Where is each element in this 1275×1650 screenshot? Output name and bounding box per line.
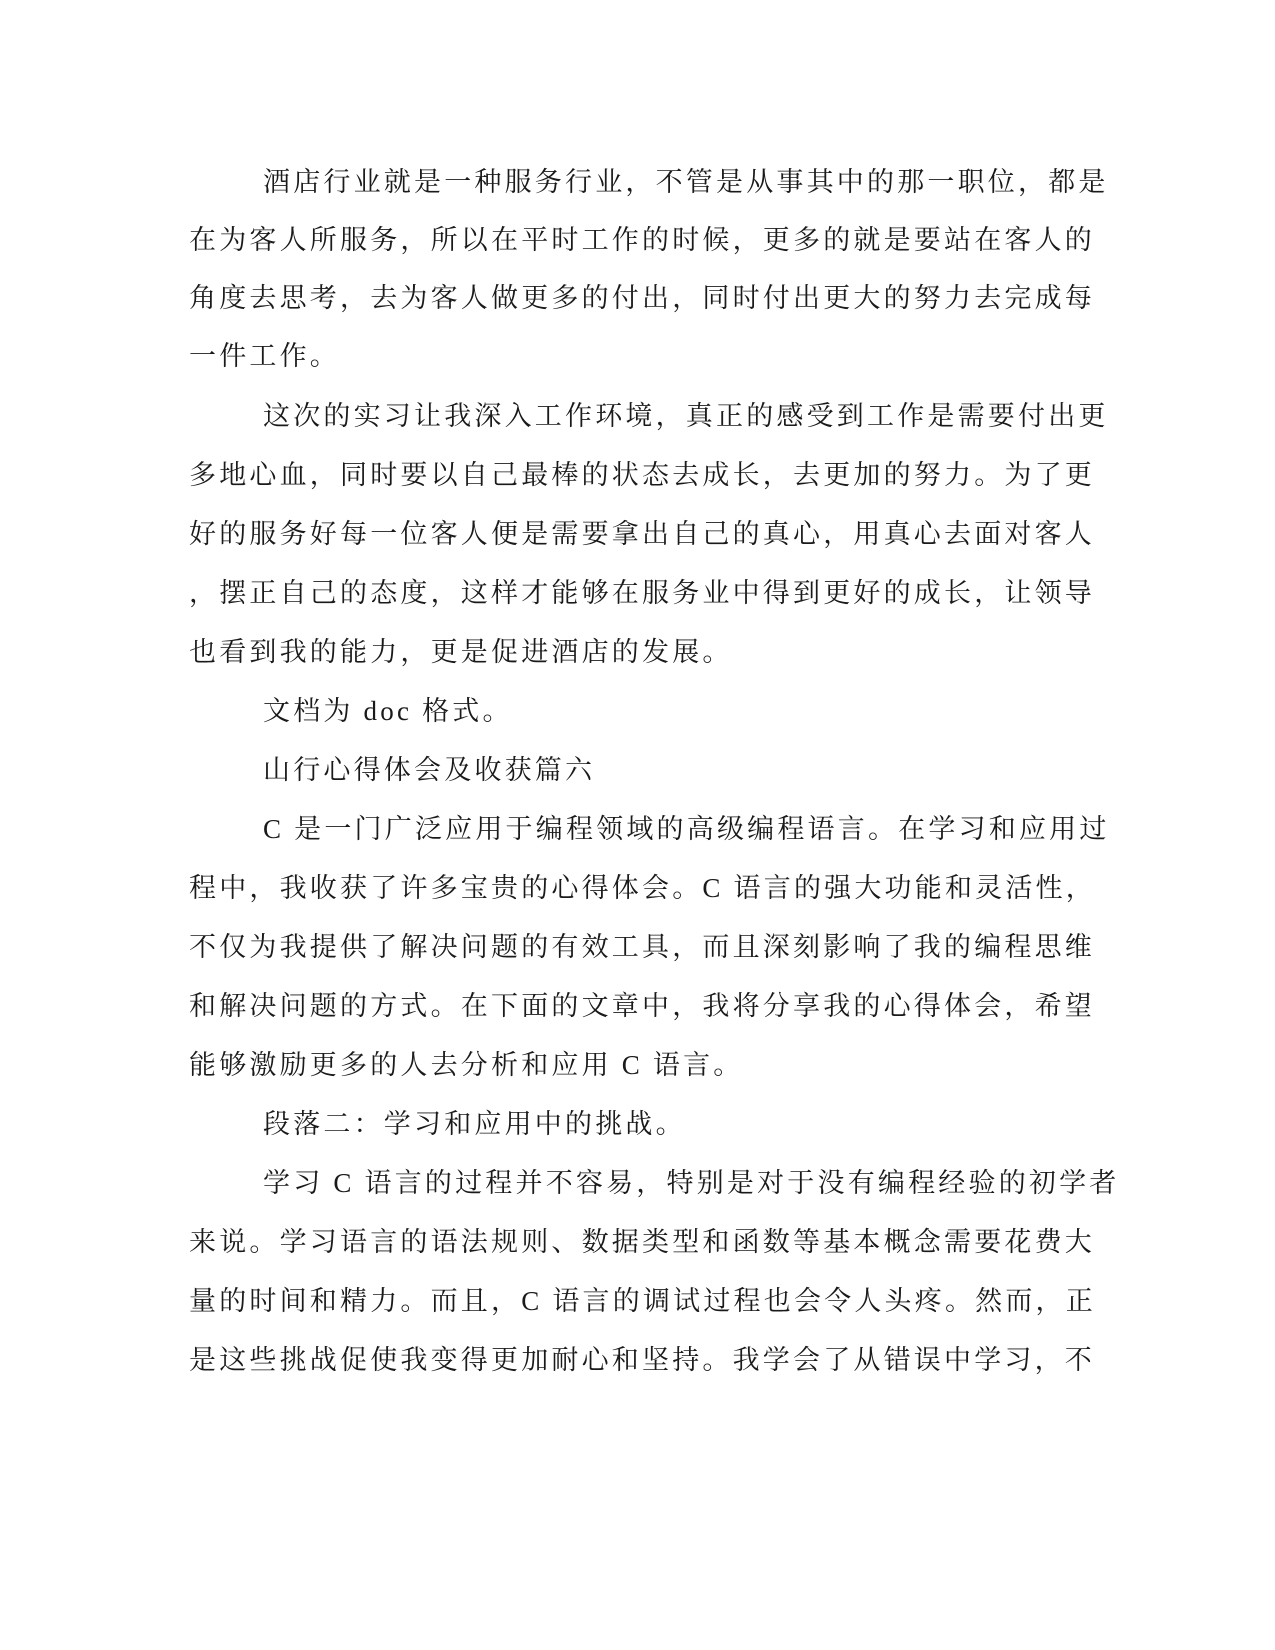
paragraph-line: 是这些挑战促使我变得更加耐心和坚持。我学会了从错误中学习，不: [189, 1345, 1095, 1375]
paragraph-line: 多地心血，同时要以自己最棒的状态去成长，去更加的努力。为了更: [189, 460, 1095, 490]
paragraph-line: 学习 C 语言的过程并不容易，特别是对于没有编程经验的初学者: [263, 1168, 1120, 1198]
paragraph-line: 好的服务好每一位客人便是需要拿出自己的真心，用真心去面对客人: [189, 519, 1095, 549]
paragraph-line: 在为客人所服务，所以在平时工作的时候，更多的就是要站在客人的: [189, 225, 1095, 255]
paragraph-line: 量的时间和精力。而且，C 语言的调试过程也会令人头疼。然而，正: [189, 1286, 1096, 1316]
paragraph-line: 一件工作。: [189, 341, 340, 371]
paragraph-line: 酒店行业就是一种服务行业，不管是从事其中的那一职位，都是: [263, 167, 1109, 197]
paragraph-line: 文档为 doc 格式。: [263, 696, 513, 726]
paragraph-line: 和解决问题的方式。在下面的文章中，我将分享我的心得体会，希望: [189, 991, 1095, 1021]
paragraph-line: 也看到我的能力，更是促进酒店的发展。: [189, 637, 733, 667]
paragraph-line: ，摆正自己的态度，这样才能够在服务业中得到更好的成长，让领导: [189, 578, 1095, 608]
paragraph-line: C 是一门广泛应用于编程领域的高级编程语言。在学习和应用过: [263, 814, 1110, 844]
paragraph-line: 不仅为我提供了解决问题的有效工具，而且深刻影响了我的编程思维: [189, 932, 1095, 962]
paragraph-line: 程中，我收获了许多宝贵的心得体会。C 语言的强大功能和灵活性，: [189, 873, 1096, 903]
paragraph-line: 角度去思考，去为客人做更多的付出，同时付出更大的努力去完成每: [189, 283, 1095, 313]
paragraph-line: 来说。学习语言的语法规则、数据类型和函数等基本概念需要花费大: [189, 1227, 1095, 1257]
paragraph-heading: 段落二：学习和应用中的挑战。: [263, 1109, 686, 1139]
paragraph-line: 能够激励更多的人去分析和应用 C 语言。: [189, 1050, 744, 1080]
section-heading: 山行心得体会及收获篇六: [263, 755, 596, 785]
paragraph-line: 这次的实习让我深入工作环境，真正的感受到工作是需要付出更: [263, 401, 1109, 431]
